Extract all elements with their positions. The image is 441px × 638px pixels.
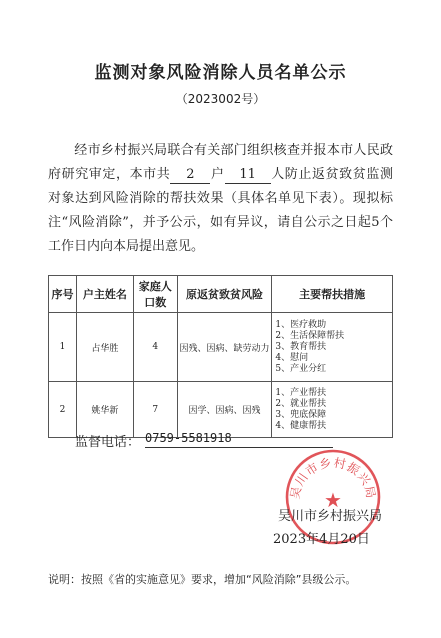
header-size: 家庭人口数 [133, 276, 177, 313]
header-no: 序号 [49, 276, 77, 313]
cell-size: 7 [133, 382, 177, 438]
roster-table [48, 275, 393, 438]
cell-no: 1 [49, 313, 77, 382]
cell-measures [272, 313, 393, 382]
issuer-name: 吴川市乡村振兴局 [278, 509, 383, 524]
measure-item: 4、慰问 [275, 352, 309, 363]
issue-date: 2023年4月20日 [273, 532, 370, 547]
table-row [49, 313, 393, 382]
footnote: 说明：按照《省的实施意见》要求，增加“风险消除”县级公示。 [48, 573, 357, 586]
supervision-phone: 0759-5581918 [145, 429, 333, 448]
page-title: 监测对象风险消除人员名单公示 [94, 63, 347, 83]
measure-item: 3、教育帮扶 [275, 341, 327, 352]
header-risk: 原返贫致贫风险 [177, 276, 272, 313]
cell-no: 2 [49, 382, 77, 438]
para-text-3: 人防止返贫致贫监测对象达到风险消除的帮扶效果（具体名单见下表）。现拟标注“风险消除”，并予公示，如有异议，请自公示之日起5个工作日内向本局提出意见。 [48, 167, 393, 254]
doc-number: （2023002号） [175, 92, 266, 106]
cell-name: 占华胜 [76, 313, 133, 382]
measure-item: 5、产业分红 [275, 363, 327, 374]
measure-item: 1、医疗救助 [275, 319, 327, 330]
measure-item: 3、兜底保障 [275, 409, 327, 420]
measure-item: 1、产业帮扶 [275, 387, 327, 398]
seal-text: 吴川市乡村振兴局 [287, 455, 379, 501]
svg-text:★: ★ [324, 488, 342, 512]
measure-item: 4、健康帮扶 [275, 420, 327, 431]
households-count: 2 [170, 167, 210, 184]
measure-item: 2、生活保障帮扶 [275, 330, 345, 341]
measure-item: 2、就业帮扶 [275, 398, 327, 409]
announcement-paragraph [48, 139, 393, 259]
table-header-row [49, 276, 393, 313]
header-name: 户主姓名 [76, 276, 133, 313]
para-text-1: 经市乡村振兴局联合有关部门组织核查并报本市人民政府研究审定，本市共 [48, 143, 393, 182]
para-text-2: 户 [210, 167, 225, 182]
cell-risk: 因学、因病、因残 [177, 382, 272, 438]
cell-risk: 因残、因病、缺劳动力 [177, 313, 272, 382]
cell-name: 姚华新 [76, 382, 133, 438]
cell-size: 4 [133, 313, 177, 382]
supervision-label: 监督电话： [75, 435, 141, 450]
persons-count: 11 [225, 167, 271, 184]
header-measures: 主要帮扶措施 [272, 276, 393, 313]
